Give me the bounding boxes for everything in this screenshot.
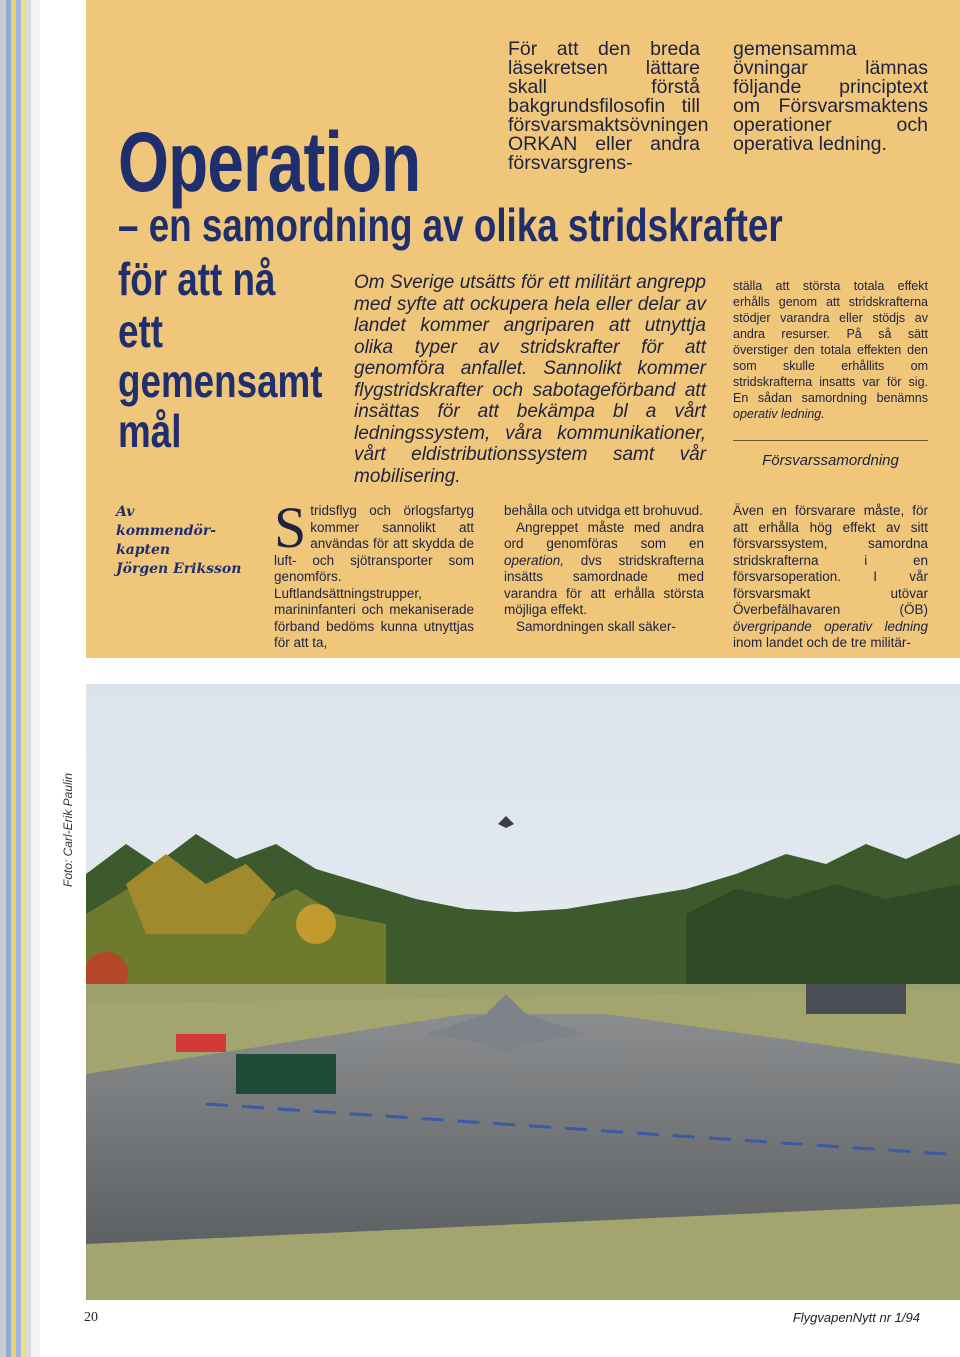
page-number: 20 [84, 1310, 98, 1325]
author-byline [116, 503, 246, 579]
subtitle-line-4: mål [118, 405, 182, 457]
byline-line-3: kapten [116, 542, 171, 558]
body-column-2-para-2 [504, 520, 704, 619]
byline-line-2: kommendör- [116, 523, 217, 539]
body-column-3-text-a: Även en försvarare måste, för att erhålla hög effekt av sitt försvarssystem, samordna stridskrafterna i en försvarsoperation. I vår försvarsmakt utövar Överbefälhavaren (ÖB) [733, 503, 928, 617]
photo-credit: Foto: Carl-Erik Paulin [61, 772, 75, 888]
subtitle-line-3: gemensamt [118, 355, 323, 407]
body-column-3-text-b: inom landet och de tre militär- [733, 635, 911, 650]
subtitle-line-2: ett [118, 305, 163, 357]
section-heading: Försvarssamordning [762, 452, 899, 469]
subtitle-line-1: för att nå [118, 253, 276, 305]
side-column-emphasis: operativ ledning. [733, 407, 825, 421]
body-column-1 [274, 495, 474, 652]
publication-footer: FlygvapenNytt nr 1/94 [792, 1310, 920, 1325]
page-edge-stripes [0, 0, 40, 1357]
body-column-2-text-b: Angreppet måste med andra ord genomföras som en [504, 519, 704, 551]
lead-paragraph: Om Sverige utsätts för ett militärt angrepp med syfte att ockupera hela eller delar av landet kommer angriparen att utnyttja olika typer av stridskrafter för att genomföra anfallet. Sannolikt kommer flygstridskrafter och sabotageförband att insättas för att bekämpa bl a vårt ledningssystem, våra kommunikationer, vårt eldistributionssystem samt vår mobilisering. [354, 272, 706, 487]
body-column-3-emphasis: övergripande operativ ledning [733, 618, 928, 634]
body-column-2-para-3: Samordningen skall säker- [516, 618, 676, 634]
side-column-text: ställa att största totala effekt erhålls genom att stridskrafterna stödjer varandra eller stödjs av andra resurser. På så sätt överstiger den totala effekten den som skulle erhållits om stridskrafterna insatts var för sig. En sådan samordning benämns [733, 279, 928, 405]
body-column-1-text: tridsflyg och örlogsfartyg kommer sannolikt att användas för att skydda de luft- och sjötransporter som genomförs. Luftlandsättningstrupper, marininfanteri och mekaniserade förband bedöms kunna utnyttjas för att ta, [274, 503, 474, 650]
intro-column-2: gemensamma övningar lämnas följande principtext om Försvarsmaktens operationer och operativa ledning. [733, 38, 928, 155]
article-title: Operation [118, 115, 421, 209]
intro-column-1: För att den breda läsekretsen lättare skall förstå bakgrundsfilosofin till försvarsmaktsövningen ORKAN eller andra försvarsgrens- [508, 38, 709, 174]
jet-on-road-photo [86, 684, 960, 1300]
side-column [733, 278, 928, 422]
article-subtitle: – en samordning av olika stridskrafter [118, 199, 783, 251]
body-column-2-emphasis: operation, [504, 552, 565, 568]
drop-cap: S [274, 495, 307, 560]
byline-line-1: Av [116, 504, 135, 520]
body-column-2-para-1: behålla och utvidga ett brohuvud. [504, 503, 703, 518]
body-column-3 [733, 503, 928, 652]
body-column-2-text-c: dvs stridskrafterna insätts samordnade med varandra för att erhålla största möjliga effekt. [504, 552, 704, 617]
byline-line-4: Jörgen Eriksson [116, 561, 242, 577]
body-column-2 [504, 503, 704, 635]
section-divider [733, 440, 928, 441]
